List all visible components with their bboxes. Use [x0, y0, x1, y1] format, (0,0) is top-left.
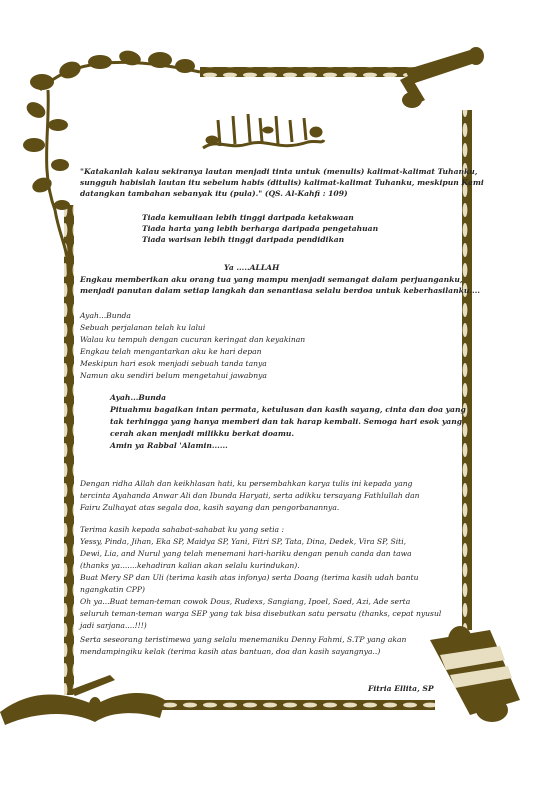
poem-line: Sebuah perjalanan telah ku lalui	[80, 323, 206, 332]
vine-leaves-ornament	[23, 48, 200, 280]
dedication-line: Fairu Zulhayat atas segala doa, kasih sayang dan pengorbanannya.	[80, 503, 340, 512]
thanks-line: mendampingiku kelak (terima kasih atas bantuan, doa dan kasih sayangnya..)	[80, 647, 381, 656]
thanks-line: jadi sarjana....!!!)	[80, 621, 147, 630]
quran-quote-line: sungguh habislah lautan itu sebelum habis (ditulis) kalimat-kalimat Tuhanku, meskipun Kami	[80, 178, 484, 187]
scroll-ornament-top	[400, 47, 484, 108]
thanks-line: Oh ya...Buat teman-teman cowok Dous, Rudexs, Sangiang, Ipoel, Saed, Azi, Ade serta	[80, 597, 411, 606]
allah-heading: Ya .....ALLAH	[224, 263, 280, 272]
dedication-line: Dengan ridha Allah dan keikhlasan hati, ku persembahkan karya tulis ini kepada yang	[80, 479, 413, 488]
thanks-line: Terima kasih kepada sahabat-sahabat ku yang setia :	[80, 525, 285, 534]
thanks-line: Serta seseorang teristimewa yang selalu menemaniku Denny Fahmi, S.TP yang akan	[80, 635, 407, 644]
saying-line: Tiada kemuliaan lebih tinggi daripada ketakwaan	[142, 213, 354, 222]
poem2-line: cerah akan menjadi milikku berkat doamu.	[110, 429, 295, 438]
allah-line: Engkau memberikan aku orang tua yang mampu menjadi semangat dalam perjuanganku,	[80, 275, 463, 284]
thanks-line: (thanks ya.......kehadiran kalian akan selalu kurindukan).	[80, 561, 300, 570]
poem2-line: Pituahmu bagaikan intan permata, ketulusan dan kasih sayang, cinta dan doa yang	[110, 405, 466, 414]
quran-quote-line: "Katakanlah kalau sekiranya lautan menjadi tinta untuk (menulis) kalimat-kalimat Tuhanku,	[80, 167, 478, 176]
dedication-line: tercinta Ayahanda Anwar Ali dan Ibunda Haryati, serta adikku tersayang Fathlullah dan	[80, 491, 420, 500]
scroll-ornament-bottom	[430, 626, 520, 722]
allah-line: menjadi panutan dalam setiap langkah dan senantiasa selalu berdoa untuk keberhasilanku....	[80, 286, 480, 295]
poem-line: Meskipun hari esok menjadi sebuah tanda tanya	[80, 359, 267, 368]
book-ornament	[0, 675, 165, 725]
saying-line: Tiada warisan lebih tinggi daripada pendidikan	[142, 235, 345, 244]
saying-line: Tiada harta yang lebih berharga daripada pengetahuan	[142, 224, 379, 233]
thanks-line: Buat Mery SP dan Uli (terima kasih atas infonya) serta Doang (terima kasih udah bantu	[80, 573, 419, 582]
poem-line: Walau ku tempuh dengan cucuran keringat dan keyakinan	[80, 335, 306, 344]
poem-line: Namun aku sendiri belum mengetahui jawabnya	[80, 371, 267, 380]
poem2-line: Ayah...Bunda	[110, 393, 167, 402]
thanks-line: ngangkatin CPP)	[80, 585, 145, 594]
signature: Fitria Ellita, SP	[368, 684, 434, 693]
basmala-calligraphy	[198, 110, 328, 156]
thanks-line: seluruh teman-teman warga SEP yang tak bisa disebutkan satu persatu (thanks, cepat nyusul	[80, 609, 442, 618]
poem-line: Ayah...Bunda	[80, 311, 131, 320]
thanks-line: Dewi, Lia, and Nurul yang telah menemani hari-hariku dengan penuh canda dan tawa	[80, 549, 412, 558]
quran-quote-line: datangkan tambahan sebanyak itu (pula)." (QS. Al-Kahfi : 109)	[80, 189, 348, 198]
frame-top	[200, 67, 430, 77]
poem-line: Engkau telah mengantarkan aku ke hari depan	[80, 347, 262, 356]
poem2-line: Amin ya Rabbal 'Alamin......	[110, 441, 228, 450]
thanks-line: Yessy, Pinda, Jihan, Eka SP, Maidya SP, Yani, Fitri SP, Tata, Dina, Dedek, Vira SP, Siti,	[80, 537, 407, 546]
frame-right	[462, 110, 472, 630]
poem2-line: tak terhingga yang hanya memberi dan tak harap kembali. Semoga hari esok yang	[110, 417, 463, 426]
